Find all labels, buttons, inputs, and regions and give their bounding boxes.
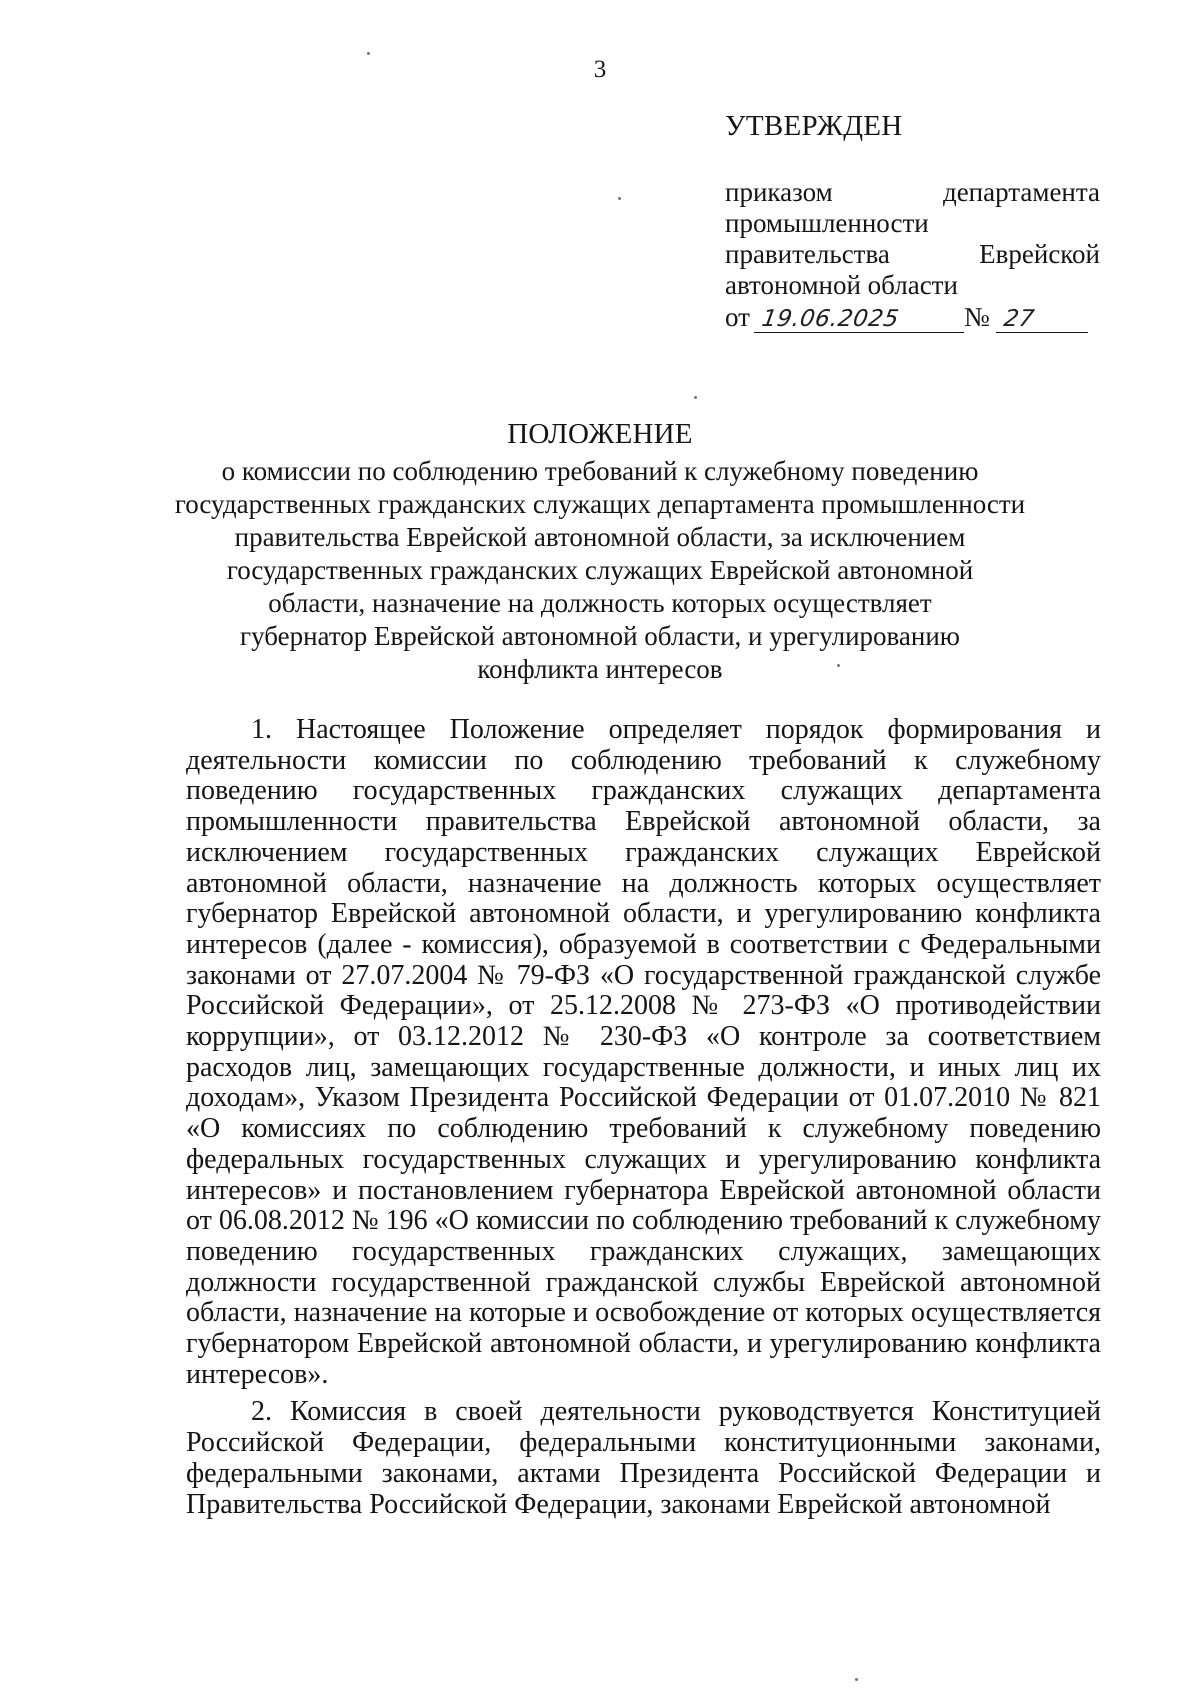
scan-speck bbox=[694, 396, 697, 399]
title-line-2: государственных гражданских служащих департамента промышленности bbox=[174, 489, 1026, 519]
title-line-1: о комиссии по соблюдению требований к служебному поведению bbox=[221, 456, 979, 486]
approval-line-4: автономной области bbox=[725, 270, 958, 300]
approval-line-3-left: правительства bbox=[725, 239, 890, 269]
title-line-6: губернатор Еврейской автономной области, и урегулированию bbox=[240, 621, 960, 651]
date-prefix: от bbox=[725, 302, 750, 332]
title-line-5: области, назначение на должность которых осуществляет bbox=[268, 588, 932, 618]
handwritten-number: 27 bbox=[1001, 306, 1037, 332]
title-line-4: государственных гражданских служащих Еврейской автономной bbox=[226, 555, 974, 585]
page-number: 3 bbox=[593, 56, 607, 83]
number-field bbox=[996, 304, 1088, 333]
approval-line-1 bbox=[725, 177, 1100, 208]
document-body bbox=[186, 715, 1101, 1520]
document-title: ПОЛОЖЕНИЕ bbox=[507, 418, 693, 450]
approval-stamp bbox=[725, 110, 1100, 333]
document-title-block bbox=[170, 418, 1030, 686]
handwritten-date: 19.06.2025 bbox=[759, 306, 901, 332]
paragraph-2: 2. Комиссия в своей деятельности руководствуется Конституцией Российской Федерации, федеральными конституционными законами, федеральными законами, актами Президента Российской Федерации и Правительства Российской Федерации, законами Еврейской автономной bbox=[186, 1396, 1101, 1520]
title-line-3: правительства Еврейской автономной области, за исключением bbox=[234, 522, 966, 552]
approval-line-1-left: приказом bbox=[725, 177, 833, 207]
number-prefix: № bbox=[963, 302, 990, 332]
scan-speck bbox=[837, 664, 840, 667]
scan-speck bbox=[855, 1678, 858, 1681]
title-line-7: конфликта интересов bbox=[477, 654, 723, 684]
date-field bbox=[754, 304, 964, 333]
approval-line-3-right: Еврейской bbox=[979, 239, 1100, 269]
scan-speck bbox=[618, 197, 621, 200]
approval-line-3 bbox=[725, 239, 1100, 270]
approval-line-2: промышленности bbox=[725, 208, 929, 238]
paragraph-1: 1. Настоящее Положение определяет порядок формирования и деятельности комиссии по соблюдению требований к служебному поведению государственных гражданских служащих департамента промышленности правительства Еврейской автономной области, за исключением государственных гражданских служащих Еврейской автономной области, назначение на должность которых осуществляет губернатор Еврейской автономной области, и урегулированию конфликта интересов (далее - комиссия), образуемой в соответствии с Федеральными законами от 27.07.2004 № 79-ФЗ «О государственной гражданской службе Российской Федерации», от 25.12.2008 № 273-ФЗ «О противодействии коррупции», от 03.12.2012 № 230-ФЗ «О контроле за соответствием расходов лиц, замещающих государственные должности, и иных лиц их доходам», Указом Президента Российской Федерации от 01.07.2010 № 821 «О комиссиях по соблюдению требований к служебному поведению федеральных государственных служащих и урегулированию конфликта интересов» и постановлением губернатора Еврейской автономной области от 06.08.2012 № 196 «О комиссии по соблюдению требований к служебному поведению государственных гражданских служащих, замещающих должности государственной гражданской службы Еврейской автономной области, назначение на которые и освобождение от которых осуществляется губернатором Еврейской автономной области, и урегулированию конфликта интересов». bbox=[186, 714, 1101, 1390]
approval-title: УТВЕРЖДЕН bbox=[725, 110, 903, 142]
approval-date-row bbox=[725, 302, 1100, 333]
scan-speck bbox=[367, 52, 370, 55]
approval-line-1-right: департамента bbox=[942, 177, 1100, 207]
